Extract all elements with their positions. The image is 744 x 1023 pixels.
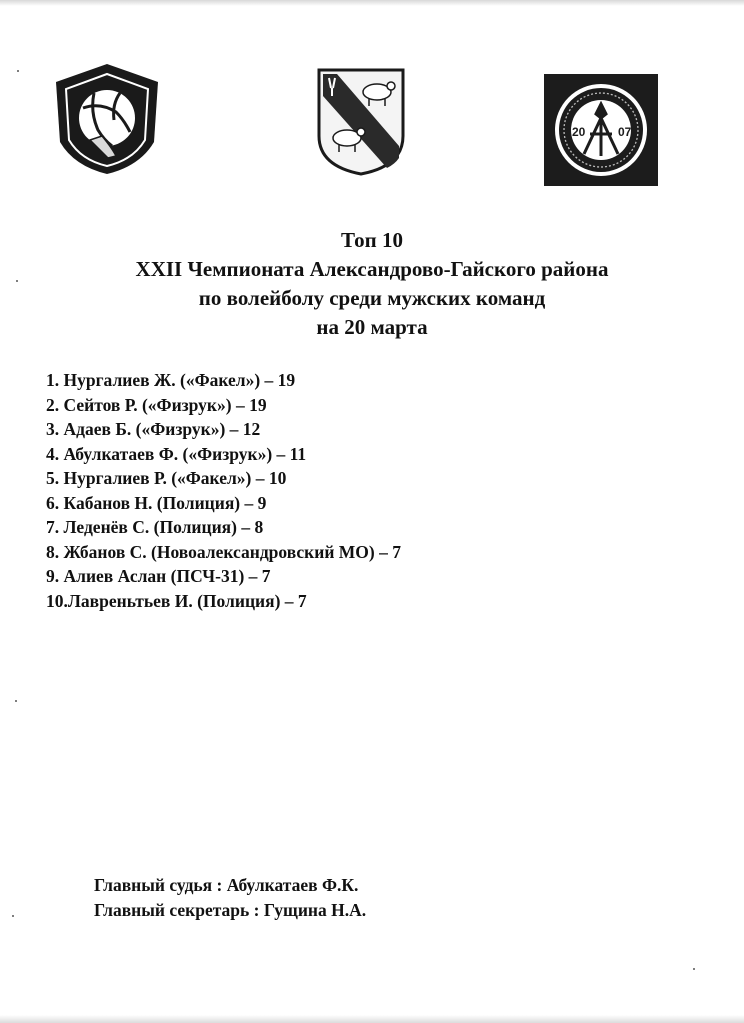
ranking-item-5: 5. Нургалиев Р. («Факел») – 10 bbox=[46, 468, 287, 488]
scan-speck bbox=[15, 700, 17, 702]
scan-edge-top bbox=[0, 0, 744, 6]
scan-speck bbox=[16, 280, 18, 282]
volleyball-emblem-icon bbox=[50, 60, 164, 178]
heading-line-1: Топ 10 bbox=[341, 228, 403, 252]
scan-speck bbox=[17, 70, 19, 72]
document-heading bbox=[0, 226, 744, 342]
heading-line-3: по волейболу среди мужских команд bbox=[198, 286, 546, 310]
heading-line-4: на 20 марта bbox=[316, 315, 428, 339]
ranking-item-7: 7. Леденёв С. (Полиция) – 8 bbox=[46, 517, 264, 537]
ranking-item-3: 3. Адаев Б. («Физрук») – 12 bbox=[46, 419, 261, 439]
chief-judge: Главный судья : Абулкатаев Ф.К. bbox=[94, 875, 359, 895]
scan-edge-bottom bbox=[0, 1015, 744, 1023]
ranking-list bbox=[46, 368, 401, 613]
scan-speck bbox=[693, 968, 695, 970]
ranking-item-6: 6. Кабанов Н. (Полиция) – 9 bbox=[46, 492, 267, 513]
chief-secretary: Главный секретарь : Гущина Н.А. bbox=[94, 900, 367, 920]
ranking-item-2: 2. Сейтов Р. («Физрук») – 19 bbox=[46, 394, 267, 415]
officials-block bbox=[94, 873, 366, 923]
scan-speck bbox=[12, 915, 14, 917]
coat-of-arms-icon bbox=[315, 66, 407, 178]
ranking-item-1: 1. Нургалиев Ж. («Факел») – 19 bbox=[46, 370, 296, 390]
ranking-item-9: 9. Алиев Аслан (ПСЧ-31) – 7 bbox=[46, 566, 271, 586]
ranking-item-10: 10.Лавреньтьев И. (Полиция) – 7 bbox=[46, 590, 307, 611]
emblem-year-right: 07 bbox=[618, 125, 632, 139]
heading-line-2: XXII Чемпионата Александрово-Гайского района bbox=[135, 257, 609, 281]
sports-complex-emblem-icon bbox=[544, 74, 658, 186]
ranking-item-8: 8. Жбанов С. (Новоалександровский МО) – 7 bbox=[46, 541, 401, 562]
ranking-item-4: 4. Абулкатаев Ф. («Физрук») – 11 bbox=[46, 443, 307, 464]
emblem-year-left: 20 bbox=[572, 125, 586, 139]
